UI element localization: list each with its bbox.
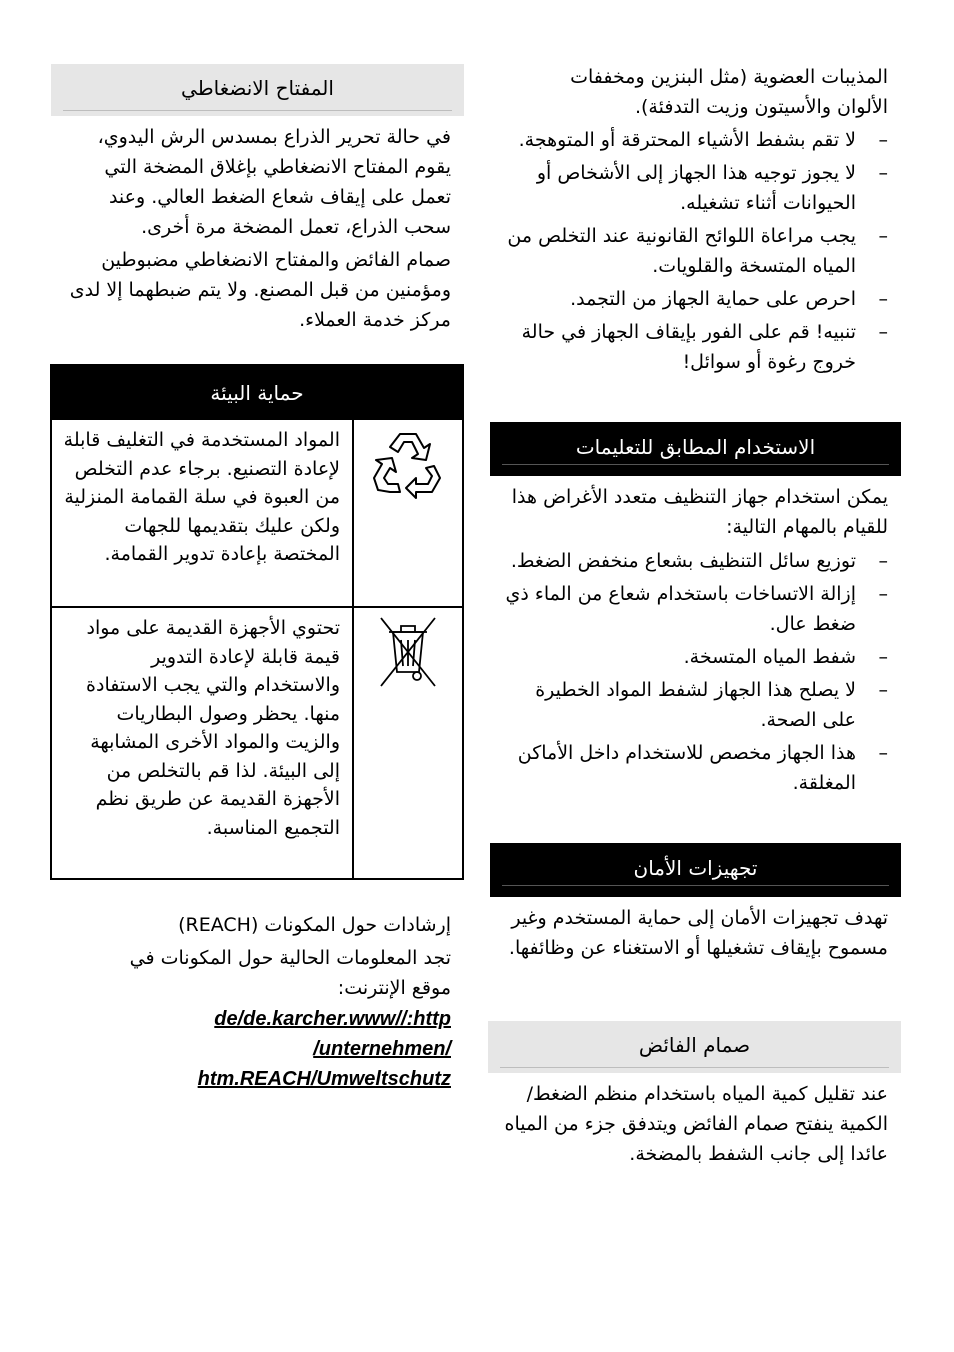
table-row <box>52 418 462 606</box>
right-column <box>490 62 901 380</box>
recycling-icon-cell <box>352 420 462 606</box>
list-item: – إزالة الاتساخات باستخدام شعاع من الماء ذي ضغط عال. <box>490 579 901 639</box>
overflow-valve-heading <box>488 1021 901 1073</box>
section-title: حماية البيئة <box>210 381 304 405</box>
crossed-bin-icon <box>375 614 441 690</box>
reach-text: تجد المعلومات الحالية حول المكونات في موقع الإنترنت: <box>129 947 451 999</box>
table-row <box>52 606 462 878</box>
warnings-list <box>490 125 901 377</box>
list-item: – لا يصلح هذا الجهاز لشفط المواد الخطيرة على الصحة. <box>490 675 901 735</box>
section-title: تجهيزات الأمان <box>633 856 758 880</box>
recycling-text: المواد المستخدمة في التغليف قابلة لإعادة التصنيع. برجاء عدم التخلص من العبوة في سلة القمامة المنزلية ولكن عليك بتقديمها للجهات المختصة بإعادة تدوير القمامة. <box>63 429 340 565</box>
list-item: – تنبيه! قم على الفور بإيقاف الجهاز في حالة خروج رغوة أو سوائل! <box>490 317 901 377</box>
proper-use-section <box>490 482 901 801</box>
recycling-icon <box>370 426 446 502</box>
list-item: – لا يجوز توجيه هذا الجهاز إلى الأشخاص أو الحيوانات أثناء تشغيله. <box>490 158 901 218</box>
crossed-bin-icon-cell <box>352 608 462 878</box>
pressure-switch-note: صمام الفائض والمفتاح الانضغاطي مضبوطين ومؤمنين من قبل المصنع. ولا يتم ضبطهما إلا لدى مركز خدمة العملاء. <box>69 249 451 331</box>
proper-use-list <box>490 546 901 798</box>
safety-section <box>490 903 901 963</box>
list-item: – لا تقم بشفط الأشياء المحترقة أو المتوهجة. <box>490 125 901 155</box>
reach-section <box>51 910 464 1094</box>
reach-link[interactable] <box>51 1004 464 1094</box>
section-title: المفتاح الانضغاطي <box>181 76 334 100</box>
safety-heading <box>490 843 901 897</box>
proper-use-heading <box>490 422 901 476</box>
intro-text: المذيبات العضوية (مثل البنزين ومخففات الألوان والأسيتون وزيت التدفئة). <box>570 66 888 118</box>
pressure-switch-heading <box>51 64 464 116</box>
pressure-switch-section <box>51 122 464 335</box>
pressure-switch-text: في حالة تحرير الذراع بمسدس الرش اليدوي، يقوم المفتاح الانضغاطي بإغلاق المضخة التي تعمل على إيقاف شعاع الضغط العالي. وعند سحب الذراع، تعمل المضخة مرة أخرى. <box>97 126 451 238</box>
section-title: صمام الفائض <box>638 1033 751 1057</box>
list-item: – احرص على حماية الجهاز من التجمد. <box>490 284 901 314</box>
list-item: – يجب مراعاة اللوائح القانونية عند التخلص من المياه المتسخة والقلويات. <box>490 221 901 281</box>
environment-table <box>50 364 464 880</box>
reach-title: إرشادات حول المكونات (REACH) <box>178 914 451 936</box>
overflow-valve-text: عند تقليل كمية المياه باستخدام منظم الضغط/الكمية ينفتح صمام الفائض ويتدفق جزء من المياه عائدا إلى جانب الشفط بالمضخة. <box>504 1083 888 1165</box>
list-item: – هذا الجهاز مخصص للاستخدام داخل الأماكن المغلقة. <box>490 738 901 798</box>
link-line[interactable]: /unternehmen/ <box>313 1038 451 1060</box>
old-devices-text: تحتوي الأجهزة القديمة على مواد قيمة قابلة لإعادة التدوير والاستخدام والتي يجب الاستفادة منها. يحظر وصول البطاريات والزيت والمواد الأخرى المشابهة إلى البيئة. لذا قم بالتخلص من الأجهزة القديمة عن طريق نظم التجميع المناسبة. <box>86 617 340 839</box>
proper-use-intro: يمكن استخدام جهاز التنظيف متعدد الأغراض هذا للقيام بالمهام التالية: <box>511 486 888 538</box>
list-item: – شفط المياه المتسخة. <box>490 642 901 672</box>
list-item: – توزيع سائل التنظيف بشعاع منخفض الضغط. <box>490 546 901 576</box>
overflow-valve-section <box>490 1079 901 1169</box>
link-line[interactable]: de/de.karcher.www//:http <box>214 1008 451 1030</box>
link-line[interactable]: htm.REACH/Umweltschutz <box>197 1068 451 1090</box>
environment-heading <box>52 366 462 418</box>
section-title: الاستخدام المطابق للتعليمات <box>575 435 816 459</box>
safety-text: تهدف تجهيزات الأمان إلى حماية المستخدم وغير مسموح بإيقاف تشغيلها أو الاستغناء عن وظائفها. <box>508 907 888 959</box>
